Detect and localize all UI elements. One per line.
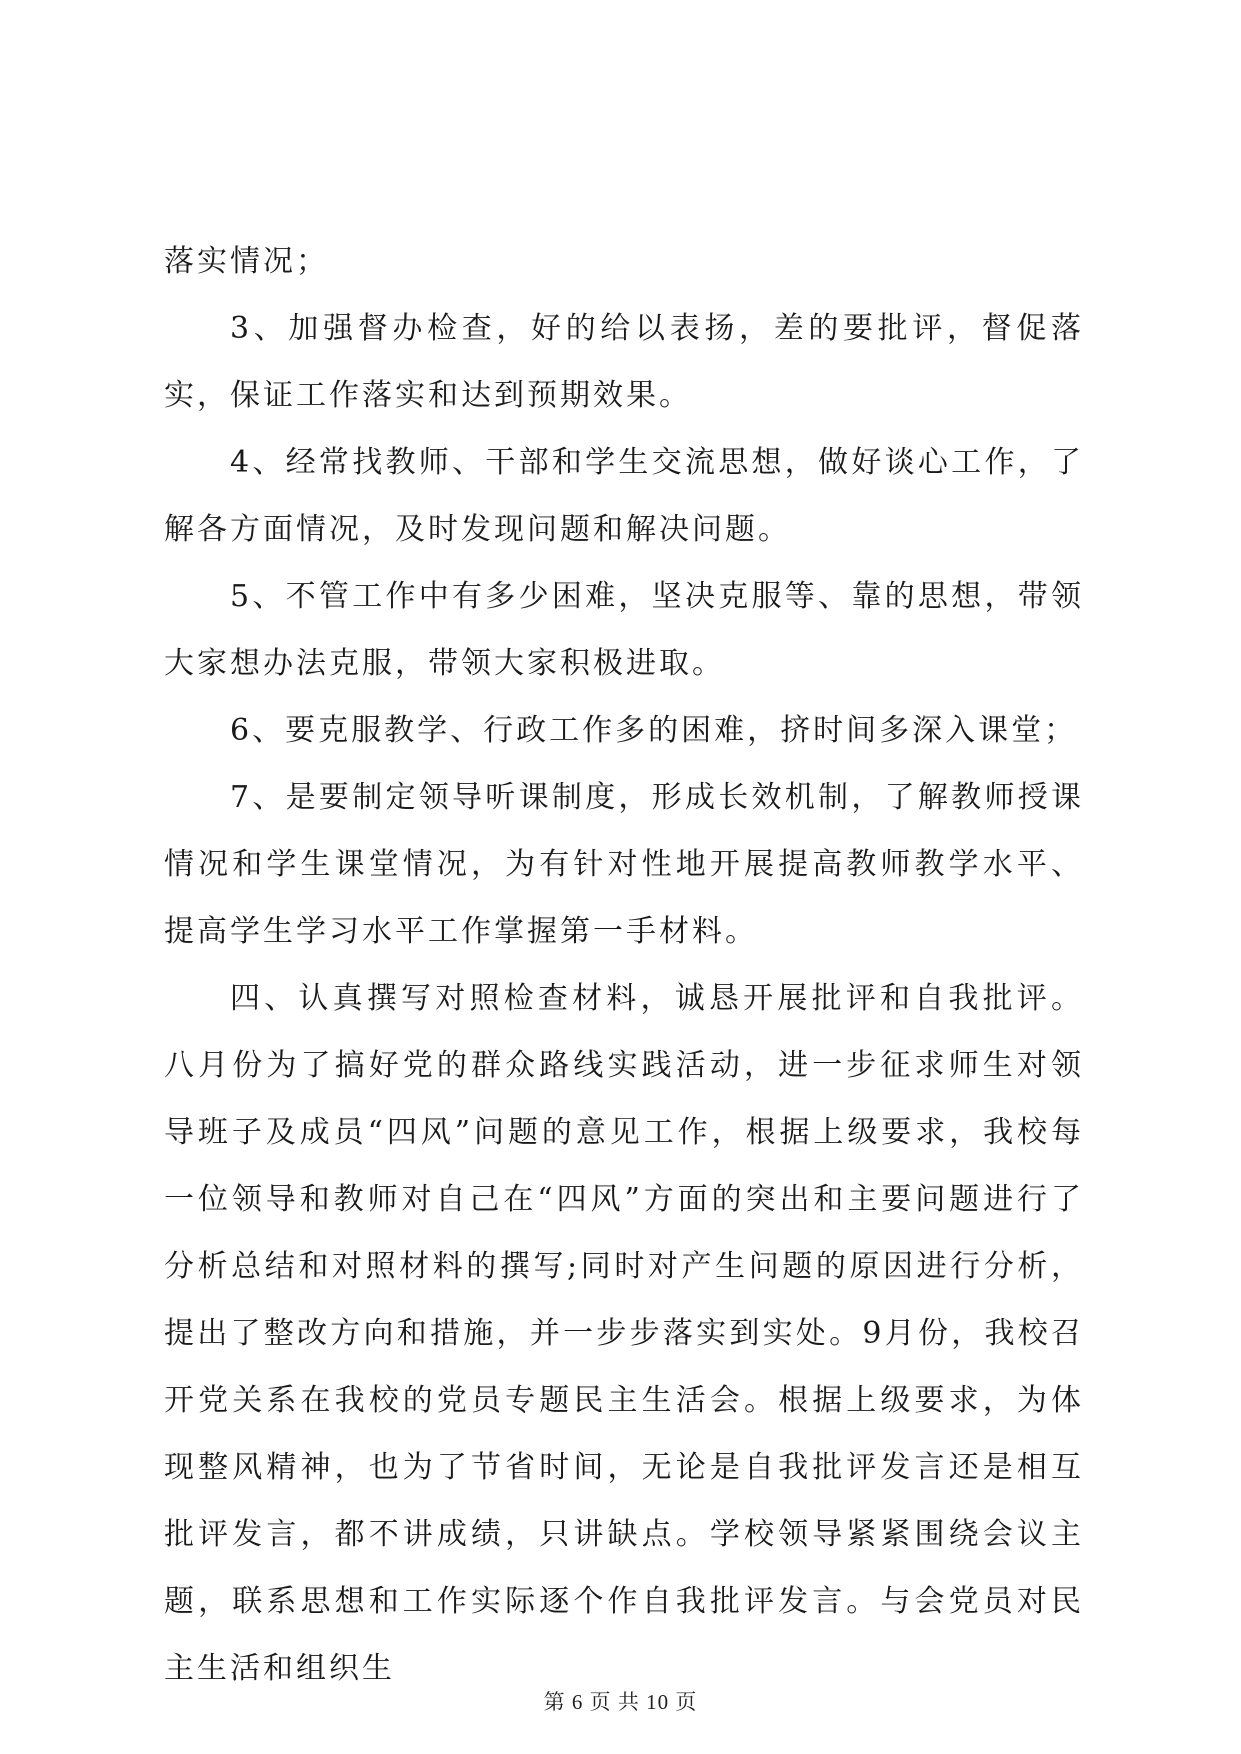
paragraph-item-6: 6、要克服教学、行政工作多的困难，挤时间多深入课堂； (230, 713, 1078, 748)
paragraph-continuation: 落实情况； (164, 244, 329, 279)
page-number-footer: 第 6 页 共 10 页 (543, 1690, 698, 1714)
paragraph-item-3: 3、加强督办检查，好的给以表扬，差的要批评，督促落实，保证工作落实和达到预期效果。 (164, 311, 1084, 413)
paragraph-item-5: 5、不管工作中有多少困难，坚决克服等、靠的思想，带领大家想办法克服，带领大家积极进取。 (164, 579, 1084, 681)
paragraph-section-four: 四、认真撰写对照检查材料，诚恳开展批评和自我批评。八月份为了搞好党的群众路线实践活动，进一步征求师生对领导班子及成员“四风”问题的意见工作，根据上级要求，我校每一位领导和教师对自己在“四风”方面的突出和主要问题进行了分析总结和对照材料的撰写;同时对产生问题的原因进行分析，提出了整改方向和措施，并一步步落实到实处。9月份，我校召开党关系在我校的党员专题民主生活会。根据上级要求，为体现整风精神，也为了节省时间，无论是自我批评发言还是相互批评发言，都不讲成绩，只讲缺点。学校领导紧紧围绕会议主题，联系思想和工作实际逐个作自我批评发言。与会党员对民主生活和组织生 (164, 981, 1084, 1686)
paragraph-item-7: 7、是要制定领导听课制度，形成长效机制，了解教师授课情况和学生课堂情况，为有针对性地开展提高教师教学水平、提高学生学习水平工作掌握第一手材料。 (164, 780, 1084, 949)
paragraph-item-4: 4、经常找教师、干部和学生交流思想，做好谈心工作，了解各方面情况，及时发现问题和解决问题。 (164, 445, 1084, 547)
document-body (164, 228, 1084, 1702)
